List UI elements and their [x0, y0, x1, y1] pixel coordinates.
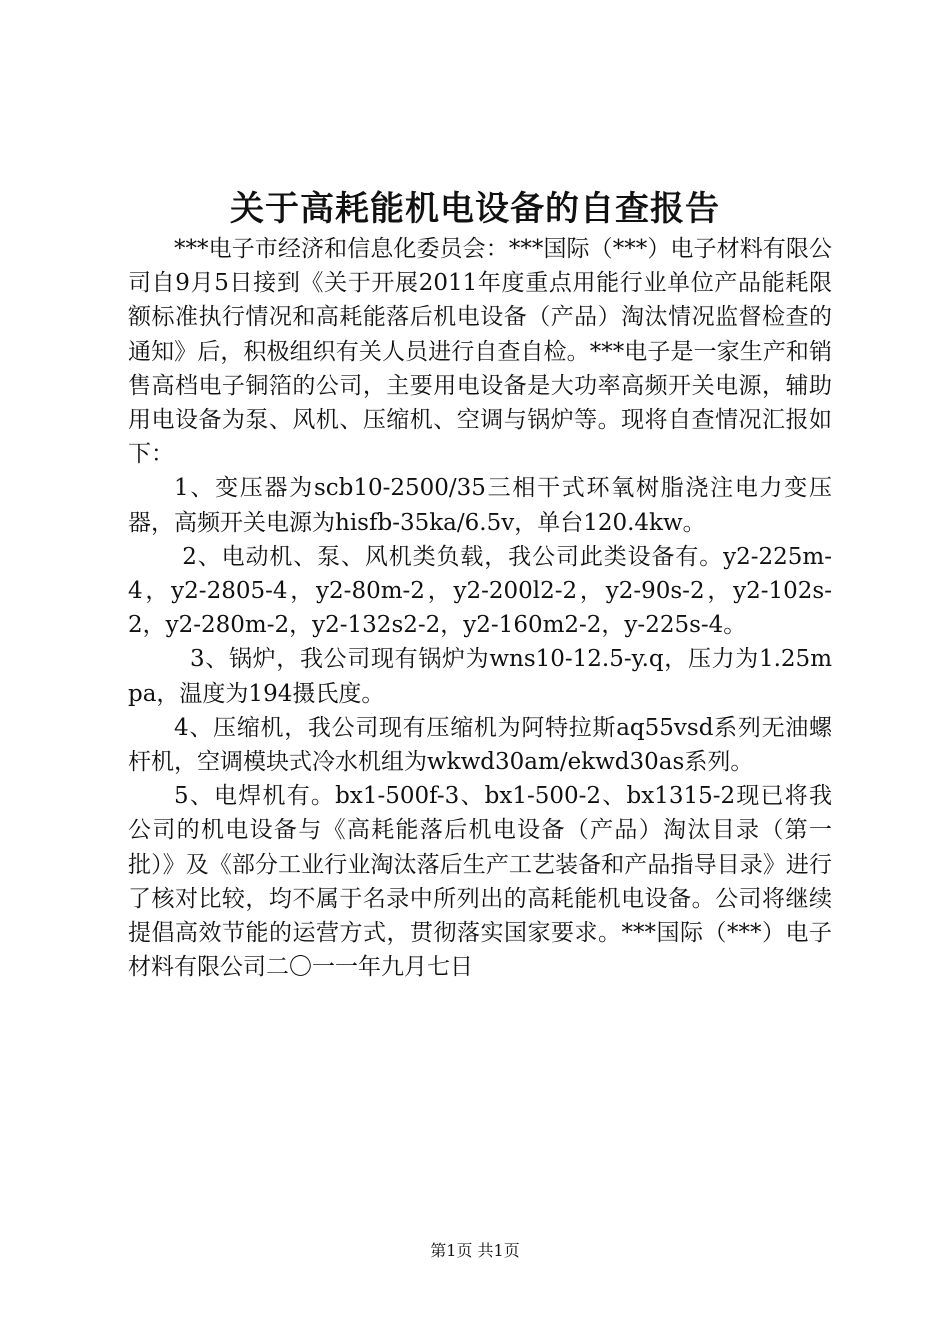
document-title: 关于高耗能机电设备的自查报告 [230, 189, 720, 229]
document-body [128, 232, 832, 984]
paragraph-item-4-compressor: 4、压缩机，我公司现有压缩机为阿特拉斯aq55vsd系列无油螺杆机，空调模块式冷水机组为wkwd30am/ekwd30as系列。 [128, 714, 832, 776]
paragraph-item-2-motors: 2、电动机、泵、风机类负载，我公司此类设备有。y2-225m-4，y2-2805-4，y2-80m-2，y2-200l2-2，y2-90s-2，y2-102s-2，y2-280m-2，y2-132s2-2，y2-160m2-2，y-225s-4。 [128, 543, 833, 639]
paragraph-item-5-welder: 5、电焊机有。bx1-500f-3、bx1-500-2、bx1315-2现已将我公司的机电设备与《高耗能落后机电设备（产品）淘汰目录（第一批）》及《部分工业行业淘汰落后生产工艺装备和产品指导目录》进行了核对比较，均不属于名录中所列出的高耗能机电设备。公司将继续提倡高效节能的运营方式，贯彻落实国家要求。***国际（***）电子材料有限公司二〇一一年九月七日 [128, 783, 832, 981]
paragraph-item-1-transformer: 1、变压器为scb10-2500/35三相干式环氧树脂浇注电力变压器，高频开关电源为hisfb-35ka/6.5v，单台120.4kw。 [128, 475, 832, 536]
page-number-footer: 第1页 共1页 [430, 1241, 520, 1260]
paragraph-intro: ***电子市经济和信息化委员会：***国际（***）电子材料有限公司自9月5日接到《关于开展2011年度重点用能行业单位产品能耗限额标准执行情况和高耗能落后机电设备（产品）淘汰情况监督检查的通知》后，积极组织有关人员进行自查自检。***电子是一家生产和销售高档电子铜箔的公司，主要用电设备是大功率高频开关电源，辅助用电设备为泵、风机、压缩机、空调与锅炉等。现将自查情况汇报如下： [128, 236, 832, 468]
paragraph-item-3-boiler: 3、锅炉，我公司现有锅炉为wns10-12.5-y.q，压力为1.25mpa，温度为194摄氏度。 [128, 646, 832, 707]
